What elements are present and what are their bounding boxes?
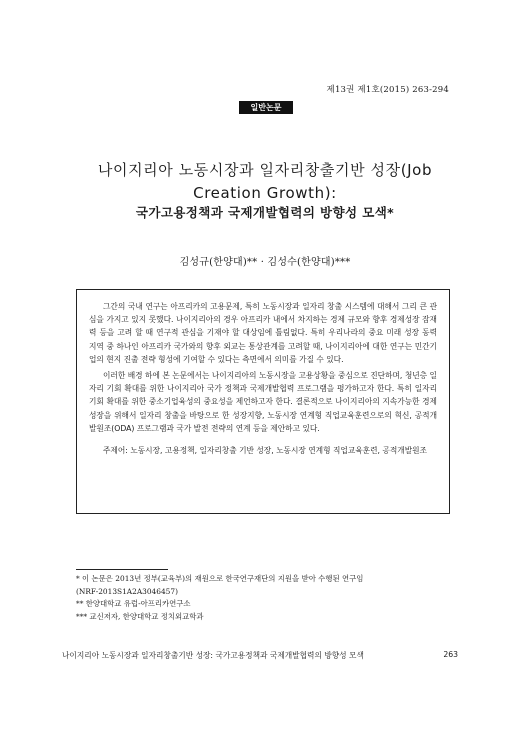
footnote-grant-number: (NRF-2013S1A2A3046457) [76,586,178,596]
footnotes [76,573,456,623]
subtitle: 국가고용정책과 국제개발협력의 방향성 모색* [135,205,395,220]
journal-info: 제13권 제1호(2015) 263-294 [326,85,449,95]
running-footer-title: 나이지리아 노동시장과 일자리창출기반 성장: 국가고용정책과 국제개발협력의 방향성 모색 [62,651,364,660]
page-number: 263 [443,650,458,659]
abstract-box [76,289,450,514]
footnote-author-1: ** 한양대학교 유럽-아프리카연구소 [76,599,191,608]
footnote-funding: * 이 논문은 2013년 정부(교육부)의 재원으로 한국연구재단의 지원을 받아 수행된 연구임 [76,574,364,583]
authors: 김성규(한양대)** · 김성수(한양대)*** [179,257,351,268]
title-line-2: Creation Growth): [193,184,337,202]
article-type-badge: 일반논문 [239,101,293,114]
title-line-1: 나이지리아 노동시장과 일자리창출기반 성장(Job [97,161,433,179]
keywords: 주제어: 노동시장, 고용정책, 일자리창출 기반 성장, 노동시장 연계형 직업교육훈련, 공적개발원조 [103,446,427,456]
running-footer [62,650,458,661]
abstract-paragraph-2: 이러한 배경 하에 본 논문에서는 나이지리아의 노동시장을 고용상황을 중심으로 진단하며, 청년층 일자리 기회 확대를 위한 나이지리아 국가 정책과 국제개발협력 프로그램을 평가하고자 한다. 특히 일자리 기회 확대를 위한 중소기업육성의 중요성을 제언하고자 한다. 결론적으로 나이지리아의 지속가능한 경제성장을 위해서 일자리 창출을 바탕으로 한 성장지향, 노동시장 연계형 직업교육훈련으로의 혁신, 공적개발원조(ODA) 프로그램과 국가 발전 전략의 연계 등을 제안하고 있다. [89,371,437,433]
footnote-divider [76,569,168,570]
abstract-paragraph-1: 그간의 국내 연구는 아프리카의 고용문제, 특히 노동시장과 일자리 창출 시스템에 대해서 그리 큰 관심을 가지고 있지 못했다. 나이지리아의 경우 아프리카 내에서 차지하는 경제 규모와 향후 경제성장 잠재력 등을 고려 할 때 연구적 관심을 기재야 할 대상임에 틀림없다. 특히 우리나라의 중요 미래 성장 동력 지역 중 하나인 아프리카 국가와의 향후 외교는 통상관계를 고려할 때, 나이지리아에 대한 연구는 민간기업의 현지 진출 전략 형성에 기여할 수 있다는 측면에서 의미를 가질 수 있다. [89,302,437,364]
footnote-author-2: *** 교신저자, 한양대학교 정치외교학과 [76,611,204,621]
